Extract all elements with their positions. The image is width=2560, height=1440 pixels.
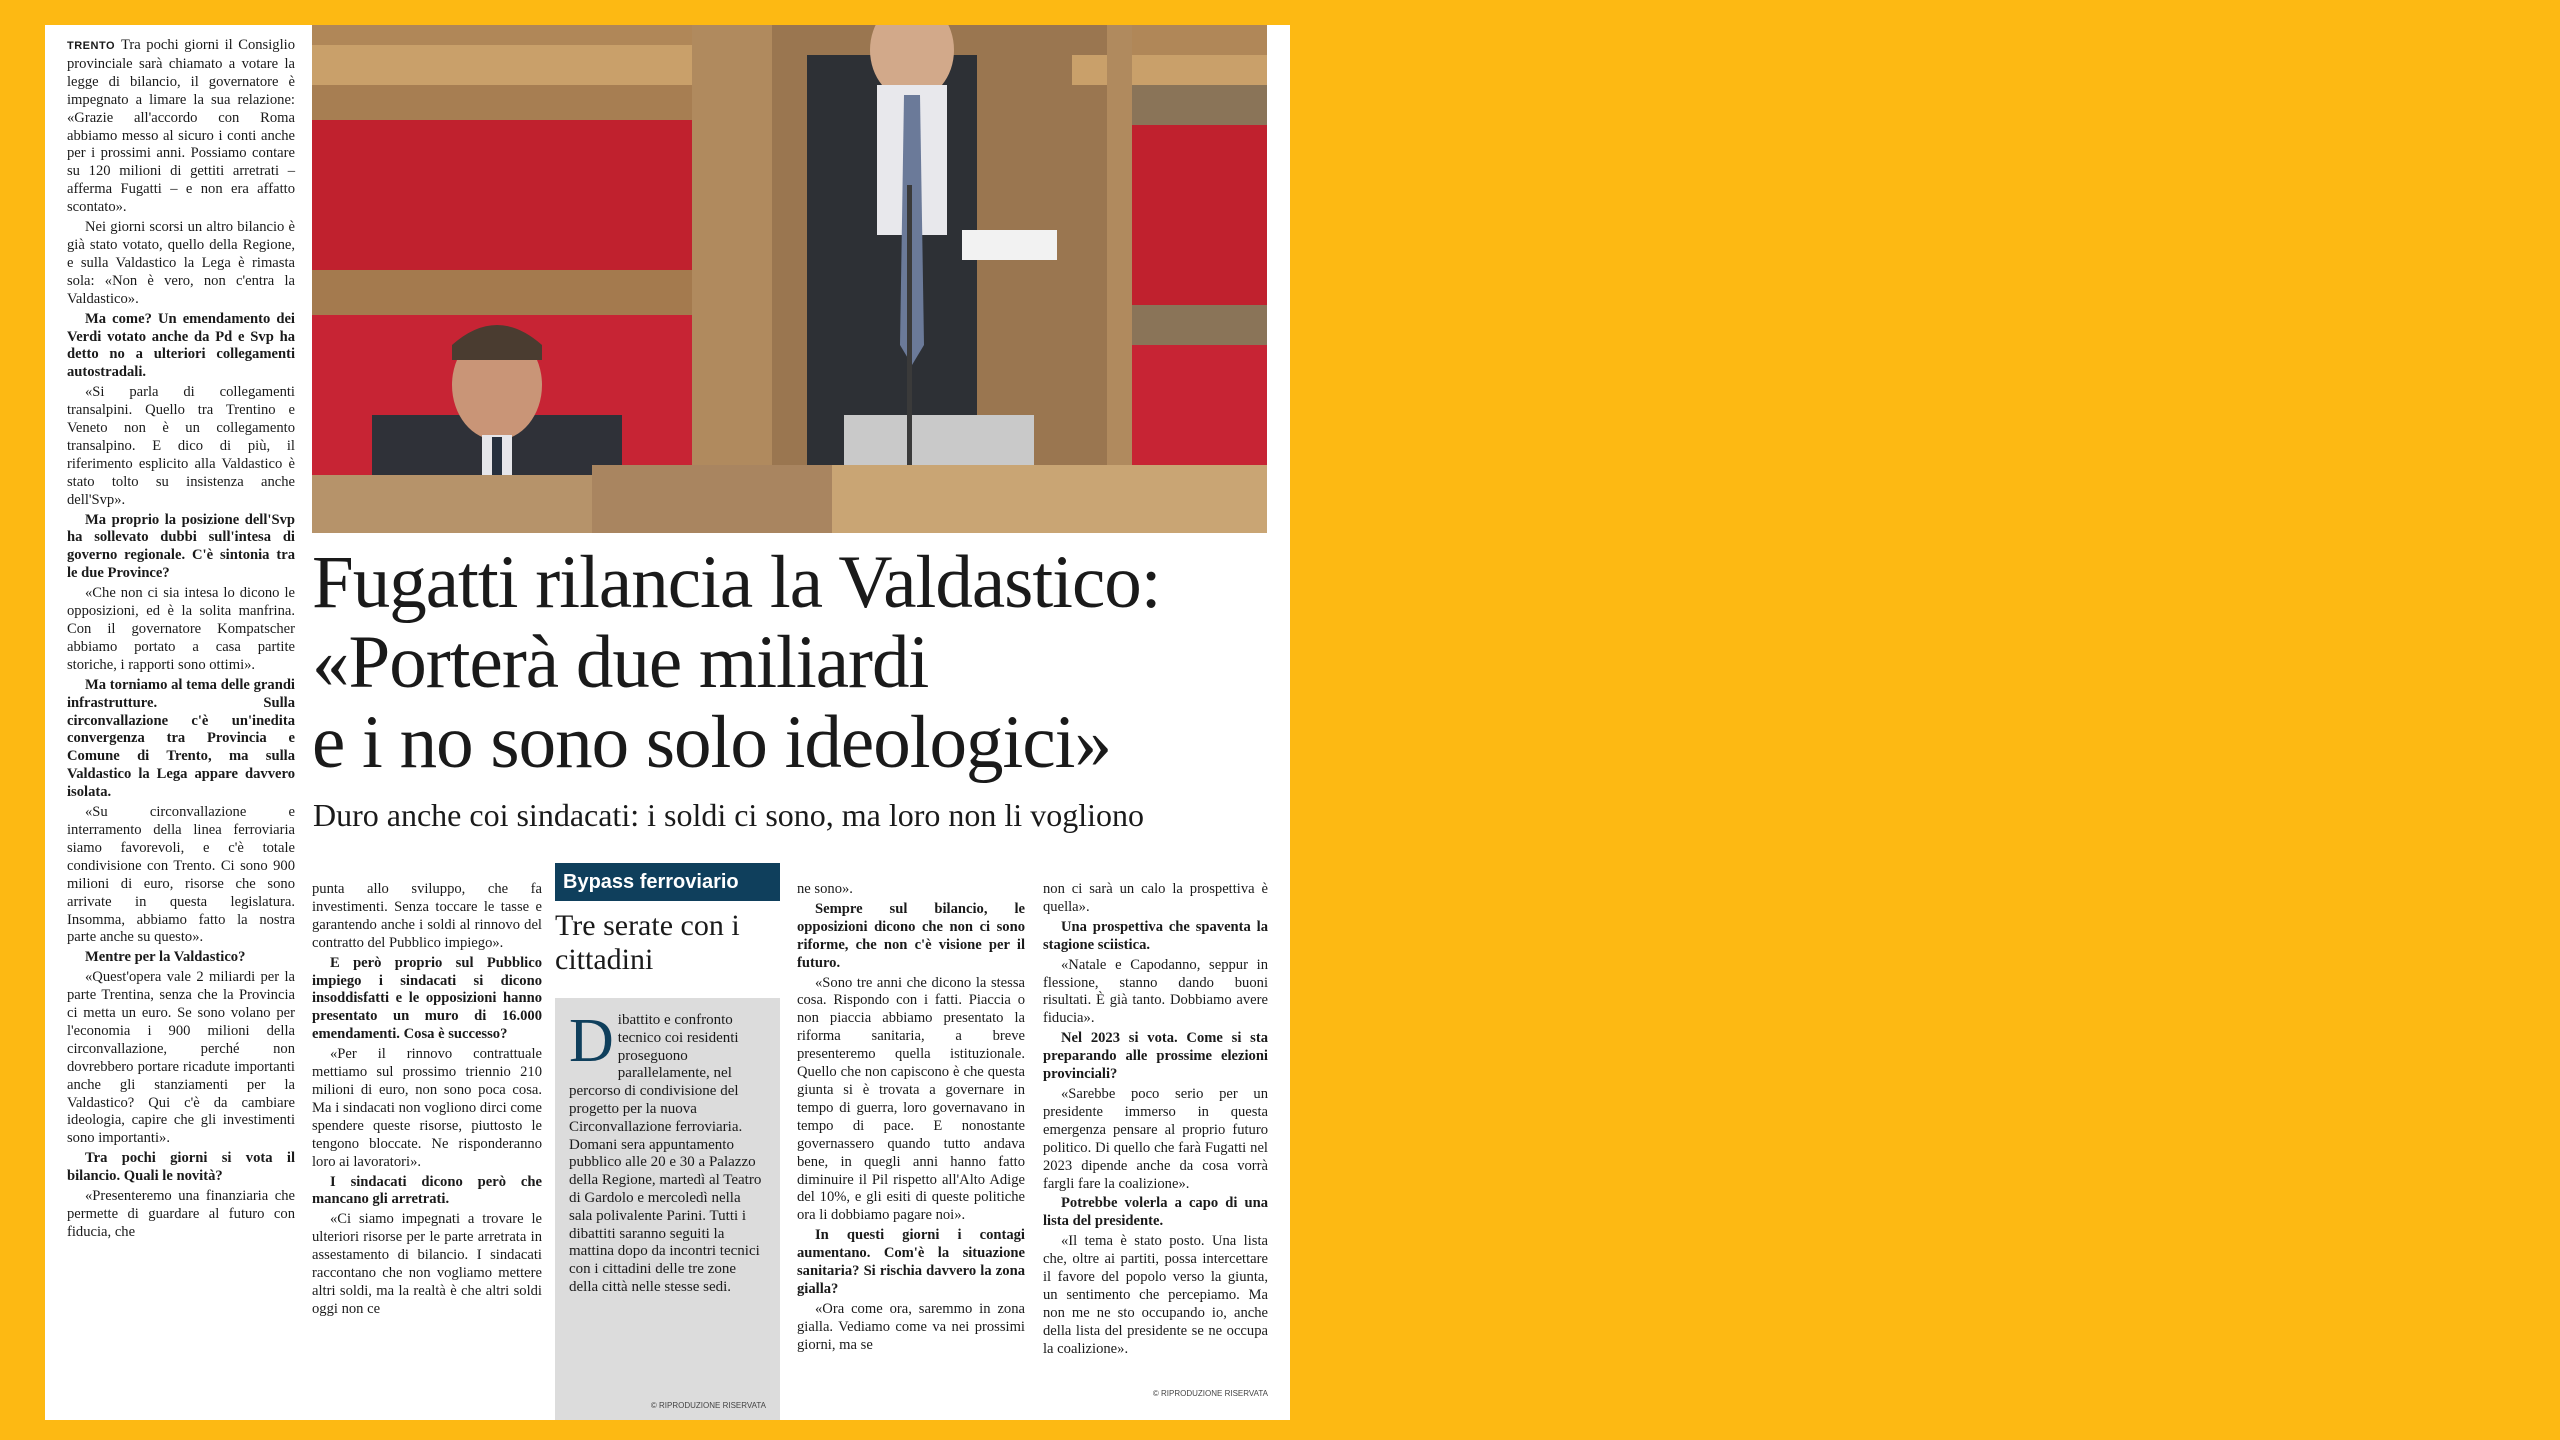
- paragraph-text: Ma proprio la posizione dell'Svp ha sollevato dubbi sull'intesa di governo regionale. C'è sintonia tra le due Province?: [67, 511, 295, 582]
- paragraph-text: Ma come? Un emendamento dei Verdi votato anche da Pd e Svp ha detto no a ulteriori collegamenti autostradali.: [67, 310, 295, 381]
- paragraph-text: «Quest'opera vale 2 miliardi per la parte Trentina, senza che la Provincia ci metta un euro. Se sono volano per l'economia i 900 milioni della circonvallazione, perché non dovrebbero portare ricadute importanti anche gli stanziamenti per la Valdastico? Qui c'è da cambiare ideologia, capire che gli investimenti sono importanti».: [67, 969, 295, 1147]
- paragraph-text: non ci sarà un calo la prospettiva è quella».: [1043, 881, 1268, 915]
- article-copyright: © RIPRODUZIONE RISERVATA: [1152, 1389, 1268, 1398]
- question-paragraph: [67, 1150, 295, 1186]
- paragraph-text: «Su circonvallazione e interramento della linea ferroviaria siamo favorevoli, e c'è totale condivisione con Trento. Ci sono 900 milioni di euro, risorse che sono arrivate in questa legislatura. Insomma, abbiamo fatto la nostra parte anche su questo».: [67, 804, 295, 946]
- paragraph-text: Nei giorni scorsi un altro bilancio è già stato votato, quello della Regione, e sulla Valdastico la Lega è rimasta sola: «Non è vero, non c'entra la Valdastico».: [67, 219, 295, 307]
- sidebar-copyright: © RIPRODUZIONE RISERVATA: [650, 1401, 766, 1411]
- paragraph-text: «Per il rinnovo contrattuale mettiamo sul prossimo triennio 210 milioni di euro, non sono poca cosa. Ma i sindacati non vogliono dirci come spendere queste risorse, piuttosto le tengono bloccate. Ne risponderanno loro ai lavoratori».: [312, 1046, 542, 1170]
- question-paragraph: [67, 512, 295, 584]
- sidebar-box: [555, 863, 780, 1420]
- answer-paragraph: [1043, 1086, 1268, 1193]
- answer-paragraph: [67, 969, 295, 1148]
- answer-paragraph: [797, 881, 1025, 899]
- paragraph-text: «Sono tre anni che dicono la stessa cosa. Rispondo con i fatti. Piaccia o non piaccia abbiamo presentato la riforma sanitaria, a breve presenteremo quella istituzionale. Quello che non capiscono è che questa giunta si è trovata a governare in tempo di guerra, loro governavano in tempo di pace. E nonostante governassero quando tutto andava bene, in quegli anni hanno fatto diminuire il Pil rispetto all'Alto Adige del 10%, e gli esiti di queste politiche ora li dobbiamo pagare noi».: [797, 974, 1025, 1224]
- answer-paragraph: [1043, 957, 1268, 1029]
- paragraph-text: In questi giorni i contagi aumentano. Com'è la situazione sanitaria? Si rischia davvero la zona gialla?: [797, 1227, 1025, 1297]
- answer-paragraph: [1043, 881, 1268, 917]
- paragraph-text: Potrebbe volerla a capo di una lista del presidente.: [1043, 1195, 1268, 1230]
- answer-paragraph: [67, 37, 295, 217]
- paragraph-text: E però proprio sul Pubblico impiego i sindacati si dicono insoddisfatti e le opposizioni hanno presentato un muro di 16.000 emendamenti. Cosa è successo?: [312, 954, 542, 1043]
- question-paragraph: [797, 901, 1025, 973]
- answer-paragraph: [312, 1046, 542, 1171]
- subheadline: Duro anche coi sindacati: i soldi ci sono, ma loro non li vogliono: [313, 797, 1144, 833]
- paragraph-text: «Sarebbe poco serio per un presidente immerso in questa emergenza pensare al proprio futuro politico. Di quello che farà Fugatti nel 2023 dipende anche da cosa vorrà fargli fare la coalizione».: [1043, 1085, 1268, 1192]
- answer-paragraph: [67, 585, 295, 675]
- sidebar-title: Tre serate con i cittadini: [555, 909, 740, 976]
- answer-paragraph: [1043, 1233, 1268, 1358]
- paragraph-text: Nel 2023 si vota. Come si sta preparando alle prossime elezioni provinciali?: [1043, 1030, 1268, 1083]
- paragraph-text: ne sono».: [797, 881, 853, 897]
- paragraph-text: «Ci siamo impegnati a trovare le ulteriori risorse per le parte arretrata in assestamento di bilancio. I sindacati raccontano che non vogliamo mettere altri soldi, ma la realtà è che altri soldi oggi non ce: [312, 1211, 542, 1317]
- paragraph-text: «Natale e Capodanno, seppur in flessione, stanno dando buoni risultati. È già tanto. Dobbiamo avere fiducia».: [1043, 956, 1268, 1027]
- headline-line-2: «Porterà due miliardi: [312, 621, 929, 704]
- answer-paragraph: [312, 881, 542, 953]
- council-chamber-image: [312, 25, 1267, 533]
- drop-cap: D: [569, 1007, 614, 1075]
- question-paragraph: [67, 311, 295, 383]
- question-paragraph: [312, 955, 542, 1045]
- answer-paragraph: [67, 804, 295, 947]
- article-column-2: [312, 881, 542, 1321]
- answer-paragraph: [312, 1211, 542, 1318]
- question-paragraph: [1043, 1030, 1268, 1084]
- question-paragraph: [797, 1227, 1025, 1299]
- paragraph-text: «Presenteremo una finanziaria che permette di guardare al futuro con fiducia, che: [67, 1188, 295, 1240]
- headline-line-3: e i no sono solo ideologici»: [312, 701, 1112, 784]
- headline: [312, 543, 1272, 783]
- paragraph-text: Ma torniamo al tema delle grandi infrastrutture. Sulla circonvallazione c'è un'inedita convergenza tra Provincia e Comune di Trento, ma sulla Valdastico la Lega appare davvero isolata.: [67, 676, 295, 801]
- article-photo: [312, 25, 1267, 533]
- article-column-1: [67, 37, 295, 1244]
- paragraph-text: «Il tema è stato posto. Una lista che, oltre ai partiti, possa intercettare il favore del popolo verso la giunta, un sentimento che percepiamo. Ma non me ne sto occupando io, anche della lista del presidente se ne occupa la coalizione».: [1043, 1233, 1268, 1357]
- sidebar-text: ibattito e confronto tecnico coi residenti proseguono parallelamente, nel percorso di condivisione del progetto per la nuova Circonvallazione ferroviaria. Domani sera appuntamento pubblico alle 20 e 30 a Palazzo della Regione, martedì al Teatro di Gardolo e mercoledì nella sala polivalente Parini. Tutti i dibattiti saranno seguiti la mattina dopo da incontri tecnici con i cittadini delle tre zone della città nelle stesse sedi.: [569, 1012, 762, 1295]
- question-paragraph: [67, 949, 295, 967]
- headline-line-1: Fugatti rilancia la Valdastico:: [312, 541, 1161, 624]
- question-paragraph: [312, 1174, 542, 1210]
- question-paragraph: [1043, 1195, 1268, 1231]
- sidebar-body: [555, 998, 780, 1420]
- article-column-3: [797, 881, 1025, 1357]
- paragraph-text: Tra pochi giorni il Consiglio provinciale sarà chiamato a votare la legge di bilancio, il governatore è impegnato a limare la sua relazione: «Grazie all'accordo con Roma abbiamo messo al sicuro i conti anche per i prossimi anni. Possiamo contare su 120 milioni di gettiti arretrati – afferma Fugatti – e non era affatto scontato».: [67, 37, 295, 216]
- paragraph-text: «Ora come ora, saremmo in zona gialla. Vediamo come va nei prossimi giorni, ma se: [797, 1300, 1025, 1353]
- answer-paragraph: [797, 1301, 1025, 1355]
- question-paragraph: [1043, 919, 1268, 955]
- question-paragraph: [67, 677, 295, 802]
- paragraph-text: Mentre per la Valdastico?: [85, 949, 246, 966]
- sidebar-label: Bypass ferroviario: [555, 863, 780, 901]
- dateline: TRENTO: [67, 40, 116, 52]
- answer-paragraph: [67, 219, 295, 309]
- paragraph-text: Tra pochi giorni si vota il bilancio. Quali le novità?: [67, 1150, 295, 1185]
- answer-paragraph: [67, 384, 295, 509]
- paragraph-text: Una prospettiva che spaventa la stagione sciistica.: [1043, 918, 1268, 953]
- answer-paragraph: [797, 975, 1025, 1226]
- paragraph-text: punta allo sviluppo, che fa investimenti. Senza toccare le tasse e garantendo anche i soldi al rinnovo del contratto del Pubblico impiego».: [312, 881, 542, 951]
- paragraph-text: I sindacati dicono però che mancano gli arretrati.: [312, 1173, 542, 1208]
- article-column-4: [1043, 881, 1268, 1361]
- paragraph-text: «Che non ci sia intesa lo dicono le opposizioni, ed è la solita manfrina. Con il governatore Kompatscher abbiamo portato a casa partite storiche, i rapporti sono ottimi».: [67, 585, 295, 673]
- answer-paragraph: [67, 1188, 295, 1242]
- newspaper-page: [45, 25, 1290, 1420]
- paragraph-text: «Si parla di collegamenti transalpini. Quello tra Trentino e Veneto non è un collegamento transalpino. E dico di più, il riferimento esplicito alla Valdastico è stato tolto su insistenza anche dell'Svp».: [67, 384, 295, 508]
- paragraph-text: Sempre sul bilancio, le opposizioni dicono che non ci sono riforme, che non c'è visione per il futuro.: [797, 900, 1025, 971]
